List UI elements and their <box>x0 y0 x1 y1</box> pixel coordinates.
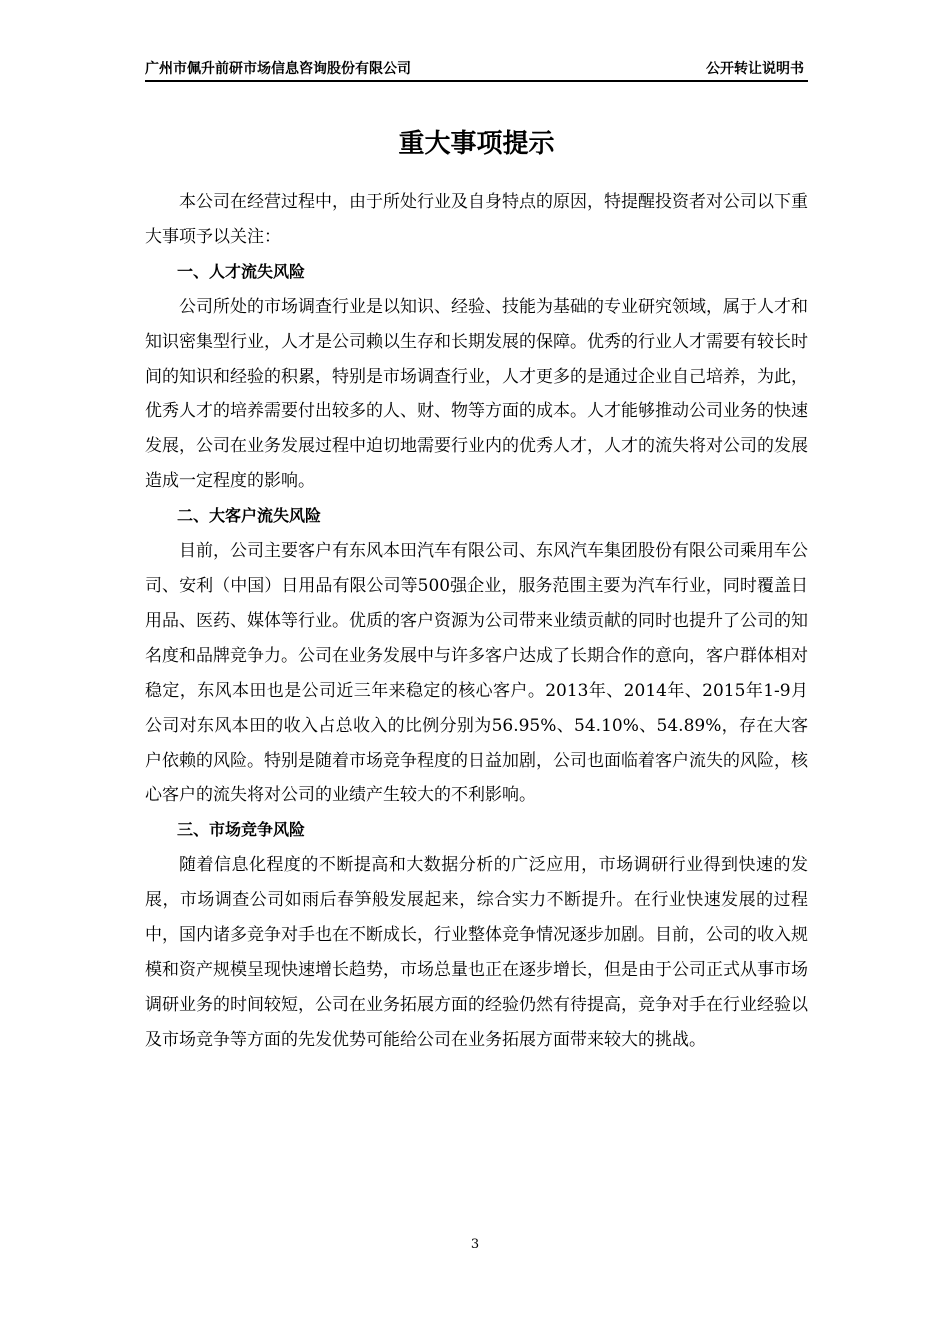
section-body-talent-loss: 公司所处的市场调查行业是以知识、经验、技能为基础的专业研究领域，属于人才和知识密集型行业，人才是公司赖以生存和长期发展的保障。优秀的行业人才需要有较长时间的知识和经验的积累，特别是市场调查行业，人才更多的是通过企业自己培养，为此，优秀人才的培养需要付出较多的人、财、物等方面的成本。人才能够推动公司业务的快速发展，公司在业务发展过程中迫切地需要行业内的优秀人才，人才的流失将对公司的发展造成一定程度的影响。 <box>145 296 808 492</box>
section-heading-talent-loss: 一、人才流失风险 <box>177 261 306 281</box>
section-heading-market-competition: 三、市场竞争风险 <box>177 820 306 840</box>
header-document-type: 公开转让说明书 <box>706 61 804 77</box>
page-header <box>145 58 808 82</box>
page-number: 3 <box>470 1237 480 1252</box>
intro-paragraph: 本公司在经营过程中，由于所处行业及自身特点的原因，特提醒投资者对公司以下重大事项予以关注： <box>145 192 808 247</box>
header-company-name: 广州市佩升前研市场信息咨询股份有限公司 <box>145 61 411 77</box>
document-body <box>145 185 808 1058</box>
section-body-major-client-loss: 目前，公司主要客户有东风本田汽车有限公司、东风汽车集团股份有限公司乘用车公司、安利（中国）日用品有限公司等500强企业，服务范围主要为汽车行业，同时覆盖日用品、医药、媒体等行业。优质的客户资源为公司带来业绩贡献的同时也提升了公司的知名度和品牌竞争力。公司在业务发展中与许多客户达成了长期合作的意向，客户群体相对稳定，东风本田也是公司近三年来稳定的核心客户。2013年、2014年、2015年1-9月公司对东风本田的收入占总收入的比例分别为56.95%、54.10%、54.89%，存在大客户依赖的风险。特别是随着市场竞争程度的日益加剧，公司也面临着客户流失的风险，核心客户的流失将对公司的业绩产生较大的不利影响。 <box>145 541 808 806</box>
section-body-market-competition: 随着信息化程度的不断提高和大数据分析的广泛应用，市场调研行业得到快速的发展，市场调查公司如雨后春笋般发展起来，综合实力不断提升。在行业快速发展的过程中，国内诸多竞争对手也在不断成长，行业整体竞争情况逐步加剧。目前，公司的收入规模和资产规模呈现快速增长趋势，市场总量也正在逐步增长，但是由于公司正式从事市场调研业务的时间较短，公司在业务拓展方面的经验仍然有待提高，竞争对手在行业经验以及市场竞争等方面的先发优势可能给公司在业务拓展方面带来较大的挑战。 <box>145 855 808 1050</box>
section-heading-major-client-loss: 二、大客户流失风险 <box>177 506 322 526</box>
page-title: 重大事项提示 <box>398 129 555 159</box>
